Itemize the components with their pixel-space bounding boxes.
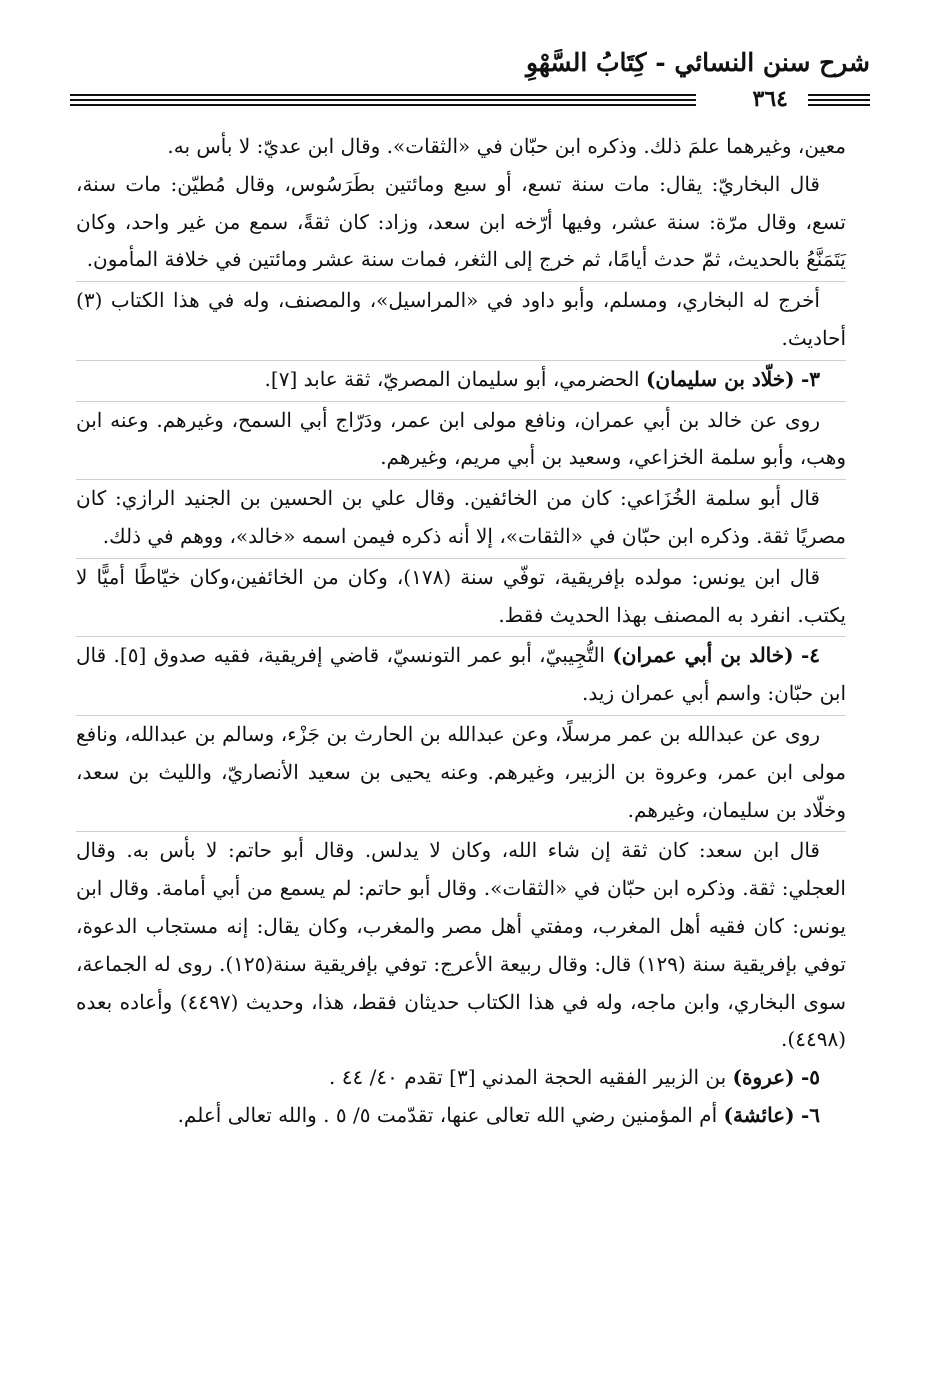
page-header xyxy=(70,42,870,112)
entry-number: ٥- xyxy=(800,1065,820,1090)
header-rule xyxy=(70,104,696,106)
header-rule xyxy=(808,99,870,101)
narrator-entry xyxy=(76,361,846,399)
header-rule xyxy=(70,99,696,101)
narrator-entry xyxy=(76,1059,846,1097)
entry-number: ٣- xyxy=(800,366,820,391)
entry-text: بن الزبير الفقيه الحجة المدني [٣] تقدم ٤٠/ ٤٤ . xyxy=(329,1065,727,1090)
narrator-name: (عائشة) xyxy=(723,1102,795,1127)
narrator-name: (خالد بن أبي عمران) xyxy=(612,643,794,668)
header-rule xyxy=(808,94,870,96)
entry-text: أم المؤمنين رضي الله تعالى عنها، تقدّمت ٥/ ٥ . والله تعالى أعلم. xyxy=(177,1102,718,1127)
book-title: شرح سنن النسائي - كِتَابُ السَّهْوِ xyxy=(525,48,870,77)
paragraph: أخرج له البخاري، ومسلم، وأبو داود في «المراسيل»، والمصنف، وله في هذا الكتاب (٣) أحاديث. xyxy=(76,288,846,350)
narrator-name: (عروة) xyxy=(732,1065,795,1090)
paragraph: روى عن خالد بن أبي عمران، ونافع مولى ابن عمر، ودَرّاج أبي السمح، وغيرهم. وعنه ابن وهب، وأبو سلمة الخزاعي، وسعيد بن أبي مريم، وغيرهم. xyxy=(76,407,846,470)
narrator-name: (خلّاد بن سليمان) xyxy=(645,366,795,391)
narrator-entry xyxy=(76,1097,846,1135)
paragraph: قال ابن يونس: مولده بإفريقية، توفّي سنة (١٧٨)، وكان من الخائفين،وكان خيّاطًا أميًّا لا يكتب. انفرد به المصنف بهذا الحديث فقط. xyxy=(76,564,846,627)
paragraph: قال البخاريّ: يقال: مات سنة تسع، أو سبع ومائتين بطَرَسُوس، وقال مُطيّن: مات سنة، تسع، وقال مرّة: سنة عشر، وفيها أرّخه ابن سعد، وزاد: كان ثقةً، سمع من غير واحد، وكان يَتَمَنَّعُ بالحديث، ثمّ حدث أيامًا، ثم خرج إلى الثغر، فمات سنة عشر ومائتين في خلافة المأمون. xyxy=(76,171,846,272)
page-number: ٣٦٤ xyxy=(752,86,788,112)
entry-text: الحضرمي، أبو سليمان المصريّ، ثقة عابد [٧]. xyxy=(264,366,640,391)
page-body xyxy=(76,128,846,1135)
paragraph: روى عن عبدالله بن عمر مرسلًا، وعن عبدالله بن الحارث بن جَزْء، وسالم بن عبدالله، ونافع مولى ابن عمر، وعروة بن الزبير، وغيرهم. وعنه يحيى بن سعيد الأنصاريّ، والليث بن سعد، وخلّاد بن سليمان، وغيرهم. xyxy=(76,721,846,822)
header-rule xyxy=(808,104,870,106)
header-rule xyxy=(70,94,696,96)
entry-text: التُّجِيبيّ، أبو عمر التونسيّ، قاضي إفريقية، فقيه صدوق [٥]. قال ابن حبّان: واسم أبي عمران زيد. xyxy=(76,643,846,706)
entry-number: ٦- xyxy=(800,1102,820,1127)
entry-number: ٤- xyxy=(800,643,821,668)
paragraph: قال أبو سلمة الخُزَاعي: كان من الخائفين. وقال علي بن الحسين بن الجنيد الرازي: كان مصريًا ثقة. وذكره ابن حبّان في «الثقات»، إلا أنه ذكره فيمن اسمه «خالد»، ووهم في ذلك. xyxy=(76,486,846,548)
paragraph: معين، وغيرهما علمَ ذلك. وذكره ابن حبّان في «الثقات». وقال ابن عديّ: لا بأس به. xyxy=(167,134,846,158)
narrator-entry xyxy=(76,637,846,713)
paragraph: قال ابن سعد: كان ثقة إن شاء الله، وكان لا يدلس. وقال أبو حاتم: لا بأس به. وقال العجلي: ثقة. وذكره ابن حبّان في «الثقات». وقال أبو حاتم: لم يسمع من أبي أمامة. وقال ابن يونس: كان فقيه أهل المغرب، ومفتي أهل مصر والمغرب، وكان يقال: إنه مستجاب الدعوة، توفي بإفريقية سنة (١٢٩) قال: وقال ربيعة الأعرج: توفي بإفريقية سنة(١٢٥). روى له الجماعة، سوى البخاري، وابن ماجه، وله في هذا الكتاب حديثان فقط، هذا، وحديث (٤٤٩٧) وأعاده بعده (٤٤٩٨). xyxy=(76,838,847,1052)
